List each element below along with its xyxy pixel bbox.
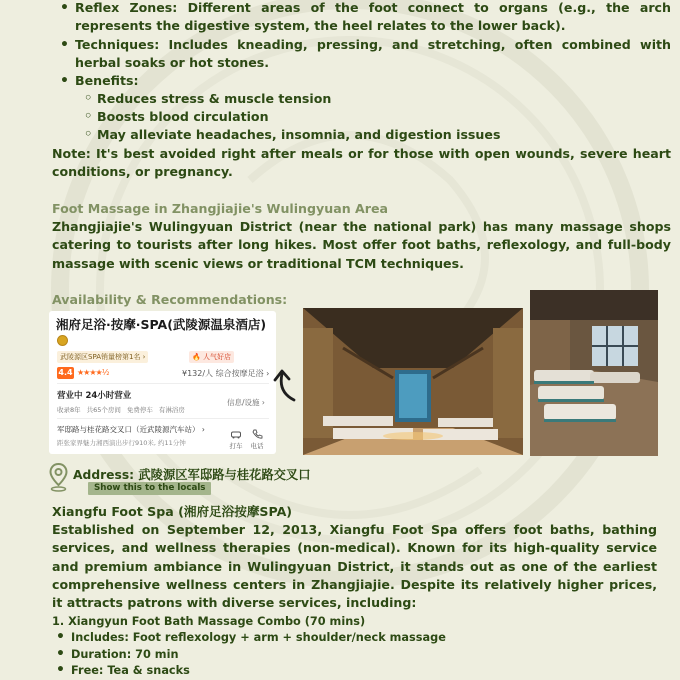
facility-tag: 共65个房间	[86, 406, 121, 414]
package-item: • Includes: Foot reflexology + arm + shoulder/neck massage	[71, 629, 446, 646]
section-heading-availability: Availability & Recommendations:	[52, 292, 288, 307]
show-locals-button[interactable]: Show this to the locals	[88, 482, 211, 495]
address-label: Address: 武陵源区军邸路与桂花路交叉口	[73, 468, 311, 482]
bullet-reflex-zones: • Reflex Zones: Different areas of the foot connect to organs (e.g., the arch represents the digestive system, the heel relates to the lower back).	[75, 0, 671, 35]
note-text: Note: It's best avoided right after meals or for those with open wounds, severe heart conditions, or pregnancy.	[52, 146, 671, 180]
benefit-item: ◦ May alleviate headaches, insomnia, and digestion issues	[97, 126, 657, 144]
section-heading-wulingyuan: Foot Massage in Zhangjiajie's Wulingyuan Area	[52, 201, 389, 216]
listing-card	[49, 311, 276, 454]
benefit-item: ◦ Reduces stress & muscle tension	[97, 90, 657, 108]
rank-tag: 武陵源区SPA销量榜第1名 ›	[57, 351, 148, 363]
price-text: ¥132/人 综合按摩足浴 ›	[182, 369, 270, 378]
facility-tag: 免费停车	[126, 406, 153, 414]
package-item: • Duration: 70 min	[71, 646, 178, 663]
package-item: • Free: Tea & snacks	[71, 662, 190, 679]
listing-title: 湘府足浴·按摩·SPA(武陵源温泉酒店)	[56, 317, 267, 332]
massage-room-photo	[530, 290, 658, 456]
phone-label: 电话	[250, 442, 264, 450]
listing-distance: 距张家界魅力湘西演出步行910米, 约11分钟	[57, 439, 186, 447]
taxi-icon	[230, 428, 242, 440]
taxi-label: 打车	[229, 442, 243, 450]
spa-interior-photo	[303, 308, 523, 455]
listing-address: 军邸路与桂花路交叉口（近武陵源汽车站） ›	[57, 425, 205, 434]
package-title: 1. Xiangyun Foot Bath Massage Combo (70 mins)	[52, 615, 366, 628]
benefit-item: ◦ Boosts blood circulation	[97, 108, 657, 126]
medal-icon	[57, 335, 68, 346]
spa-title: Xiangfu Foot Spa (湘府足浴按摩SPA)	[52, 504, 293, 519]
facility-tag: 有淋浴房	[158, 406, 185, 414]
divider	[57, 418, 269, 419]
facility-tags	[57, 405, 191, 414]
info-link: 信息/设施 ›	[227, 398, 265, 407]
facility-tag: 收录8年	[57, 406, 81, 414]
opening-hours: 营业中 24小时营业	[57, 391, 132, 401]
spa-description: Established on September 12, 2013, Xiangfu Foot Spa offers foot baths, bathing services, and wellness therapies (non-medical). Known for its high-quality service and premium ambiance in Wulingyuan District, it stands out as one of the earliest comprehensive wellness centers in Zhangjiajie. Despite its relatively higher prices, it attracts patrons with diverse services, including:	[52, 522, 657, 611]
curved-arrow-icon	[272, 366, 300, 404]
divider	[57, 383, 269, 384]
hot-tag: 🔥 人气好店	[189, 351, 234, 363]
phone-icon	[251, 428, 263, 440]
location-pin-icon	[49, 463, 68, 492]
rating-stars: ★★★★½	[77, 368, 109, 377]
section-body-wulingyuan: Zhangjiajie's Wulingyuan District (near the national park) has many massage shops catering to tourists after long hikes. Most offer foot baths, reflexology, and full-body massage with scenic views or traditional TCM techniques.	[52, 219, 671, 271]
bullet-techniques: • Techniques: Includes kneading, pressing, and stretching, often combined with herbal soaks or hot stones.	[75, 36, 671, 72]
rating-badge: 4.4	[58, 368, 73, 377]
bullet-benefits: • Benefits:	[75, 72, 275, 90]
